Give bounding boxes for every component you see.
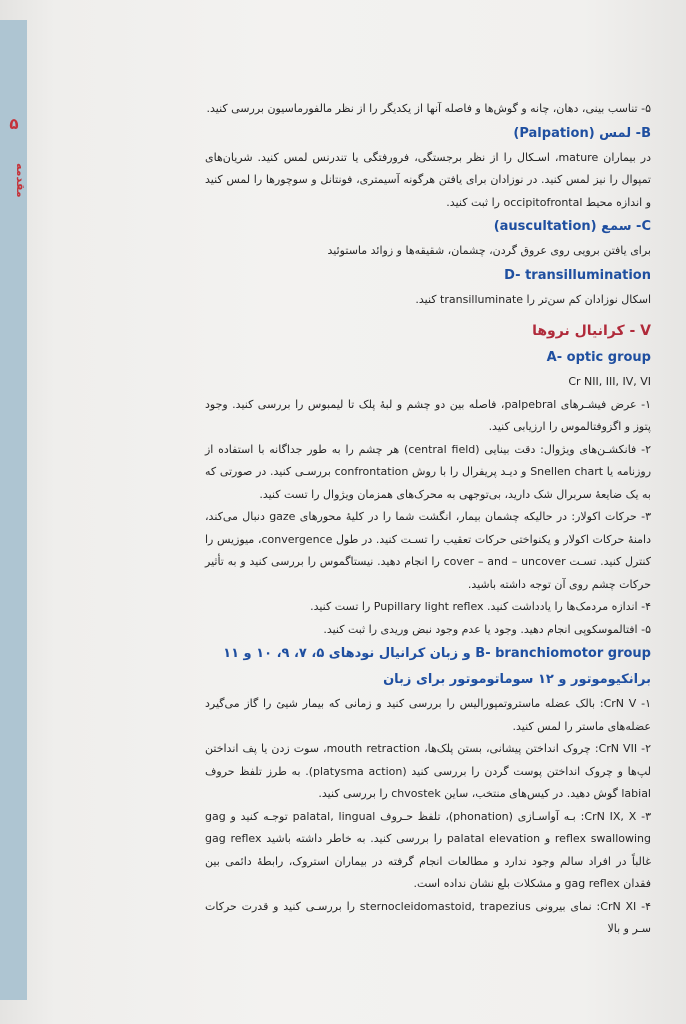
page-body [205,98,651,941]
list-item-crn-vii: ۲- CrN VII: چروک انداختن پیشانی، بستن پلک‌ها، mouth retraction، سوت زدن یا پف انداختن لپ‌ها و چروک انداختن پوست گردن را بررسی کنید (platysma action). به طرز تلفظ حروف labial گوش دهید. در کیس‌های منتخب، ساین chvostek را بررسی کنید. [205,742,652,800]
paragraph-auscultation: برای یافتن برویی روی عروق گردن، چشمان، شقیقه‌ها و زوائد ماستوئید [327,244,651,257]
paragraph-palpation: در بیماران mature، اسـکال را از نظر برجستگی، فرورفتگی یا تندرنس لمس کنید. شریان‌های تمپوال را نیز لمس کنید. در نوزادان برای یافتن هرگونه آسیمتری، فونتانل و سوچورها را لمس کنید و اندازه محیط occipitofrontal را ثبت کنید. [205,150,651,209]
list-item-ophthalmoscopy: ۵- افتالموسکوپی انجام دهید. وجود یا عدم وجود نبض وریدی را ثبت کنید. [323,622,651,636]
list-item-crn-v: ۱- CrN V: بالک عضله ماستروتمپورالیس را بررسی کنید و زمانی که بیمار شیئ را گاز می‌گیرد عضله‌های ماستر را لمس کنید. [205,697,651,733]
page-number: ۵ [9,115,19,133]
heading-transillumination: D- transillumination [504,267,651,283]
list-item-ocular-movement: ۳- حرکات اکولار: در حالیکه چشمان بیمار، انگشت شما را در کلیهٔ محورهای gaze دنبال می‌کند، دامنهٔ حرکات اکولار و یکنواختی حرکات تعقیب را تسـت کنید. در طول convergence، میوزیس را کنترل کنید. تسـت cover – and – uncover را انجام دهید. نیستاگموس را بررسی کنید و به تأثیر حرکات چشم روی آن توجه داشته باشید. [205,510,652,591]
section-heading-cranial-nerves: V - کرانیال نروها [532,323,651,339]
chapter-label: مقدمه [14,162,27,198]
list-item-crn-xi: ۴- CrN XI: نمای بیرونی sternocleidomastoid, trapezius را بررسـی کنید و قدرت حرکات سـر و بالا [205,899,652,935]
paragraph-cr-nerves: Cr NII, III, IV, VI [568,375,651,388]
list-item-palpebral: ۱- عرض فیشـرهای palpebral، فاصله بین دو چشم و لبهٔ پلک تا لیمبوس را بررسی کنید. وجود پتوز و اگزوفتالموس را ارزیابی کنید. [205,397,651,433]
list-item-crn-ix-x: ۳- CrN IX, X: بـه آواسـازی (phonation)، تلفظ حـروف palatal, lingual توجـه کنید و gag reflex swallowing و palatal elevation را بررسی کنید. به خاطر داشته باشید gag reflex غالباً در افراد سالم وجود ندارد و مطالعات انجام گرفته در بیماران استروک، رابطهٔ دائمی بین فقدان gag reflex و مشکلات بلع نشان نداده است. [205,809,652,890]
heading-palpation: B- لمس (Palpation) [513,125,651,141]
list-item-visual-function: ۲- فانکشـن‌های ویژوال: دقت بینایی (central field) هر چشم را به طور جداگانه با استفاده از روزنامه یا Snellen chart و دیـد پریفرال را با روش confrontation بررسـی کنید. در صورتی که به یک ضایعهٔ سربرال شک دارید، بی‌توجهی به محرک‌های همزمان ویژوال را تست کنید. [205,442,652,501]
heading-auscultation: C- سمع (auscultation) [493,219,651,234]
paragraph-proportions: ۵- تناسب بینی، دهان، چانه و گوش‌ها و فاصله آنها از یکدیگر را از نظر مالفورماسیون بررسی کنید. [206,102,651,115]
heading-branchiomotor-group: B- branchiomotor group و زبان کرانیال نودهای ۵، ۷، ۹، ۱۰ و ۱۱ برانکیوموتور و ۱۲ سوماتوموتور برای زبان [223,646,651,687]
paragraph-transillumination: اسکال نوزادان کم سن‌تر را transilluminate کنید. [415,292,651,306]
list-item-pupils: ۴- اندازه مردمک‌ها را یادداشت کنید. Pupillary light reflex را تست کنید. [310,600,651,613]
heading-optic-group: A- optic group [546,350,651,365]
chapter-side-tab [0,20,27,1000]
